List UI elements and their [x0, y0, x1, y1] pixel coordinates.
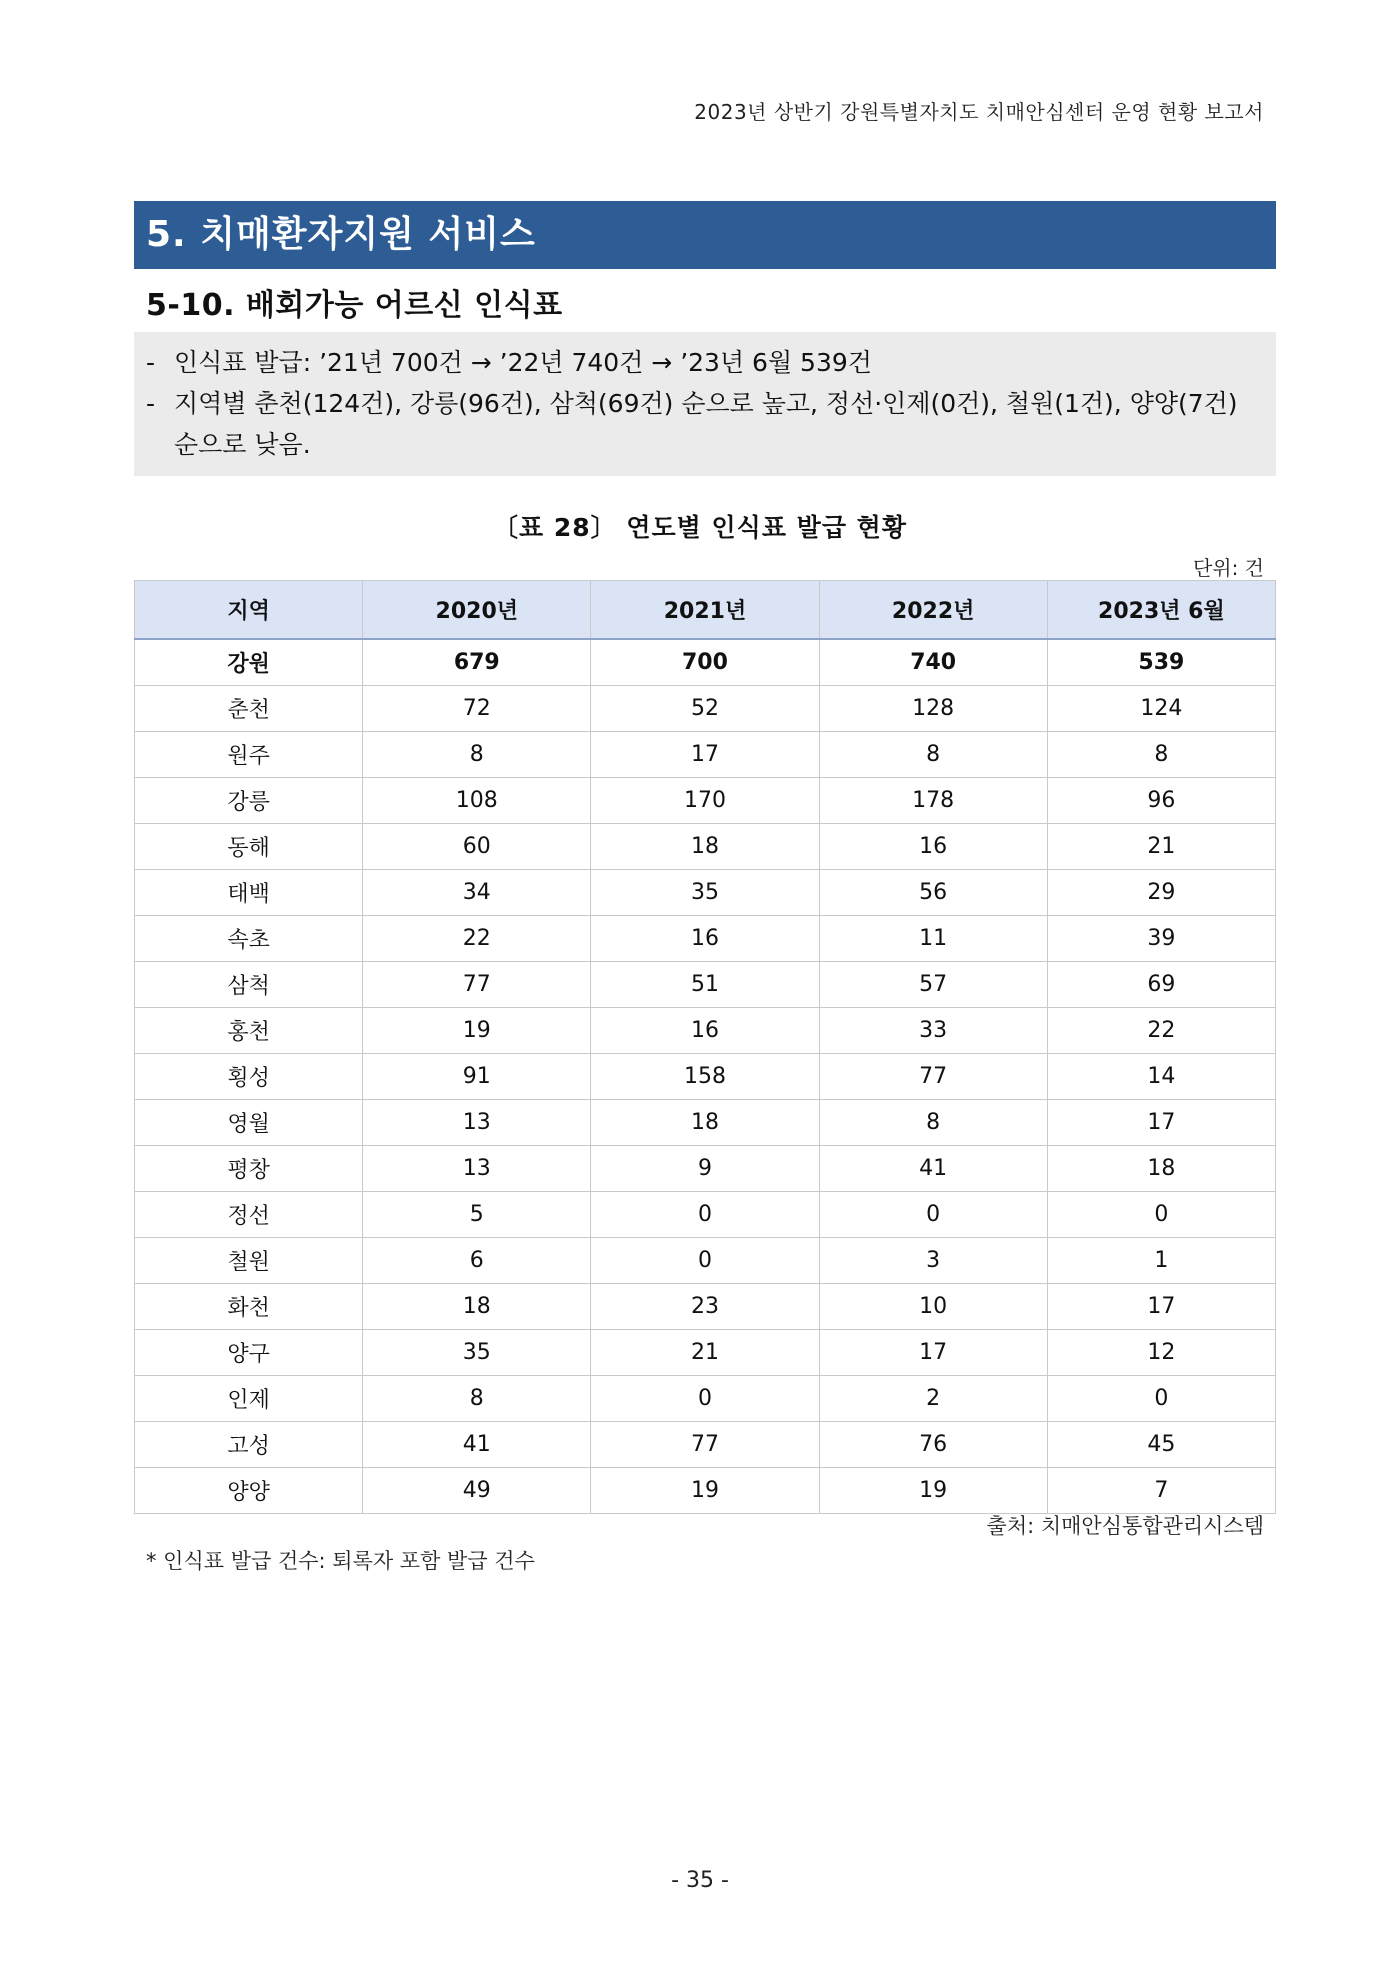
value-cell: 22 [363, 916, 591, 962]
region-cell: 강릉 [135, 778, 363, 824]
bullet-text: 지역별 춘천(124건), 강릉(96건), 삼척(69건) 순으로 높고, 정선·인제(0건), 철원(1건), 양양(7건) 순으로 낮음. [174, 389, 1238, 459]
value-cell: 41 [363, 1422, 591, 1468]
value-cell: 8 [1047, 732, 1275, 778]
value-cell: 170 [591, 778, 819, 824]
value-cell: 51 [591, 962, 819, 1008]
table-row [135, 962, 1276, 1008]
table-body [135, 639, 1276, 1514]
region-cell: 영월 [135, 1100, 363, 1146]
header-2020: 2020년 [363, 581, 591, 640]
value-cell: 35 [363, 1330, 591, 1376]
value-cell: 21 [1047, 824, 1275, 870]
table-row [135, 1330, 1276, 1376]
value-cell: 16 [591, 916, 819, 962]
table-row [135, 824, 1276, 870]
value-cell: 13 [363, 1100, 591, 1146]
value-cell: 18 [591, 824, 819, 870]
value-cell: 6 [363, 1238, 591, 1284]
value-cell: 77 [591, 1422, 819, 1468]
page-number: - 35 - [671, 1868, 729, 1893]
header-2022: 2022년 [819, 581, 1047, 640]
region-cell: 삼척 [135, 962, 363, 1008]
header-2021: 2021년 [591, 581, 819, 640]
value-cell: 128 [819, 686, 1047, 732]
region-cell: 양양 [135, 1468, 363, 1514]
value-cell: 16 [819, 824, 1047, 870]
value-cell: 19 [819, 1468, 1047, 1514]
summary-box [134, 332, 1276, 476]
value-cell: 8 [819, 1100, 1047, 1146]
value-cell: 539 [1047, 639, 1275, 686]
value-cell: 11 [819, 916, 1047, 962]
table-row [135, 1146, 1276, 1192]
value-cell: 49 [363, 1468, 591, 1514]
table-row [135, 1008, 1276, 1054]
value-cell: 18 [591, 1100, 819, 1146]
table-row [135, 1284, 1276, 1330]
region-cell: 양구 [135, 1330, 363, 1376]
region-cell: 화천 [135, 1284, 363, 1330]
value-cell: 8 [819, 732, 1047, 778]
value-cell: 0 [1047, 1376, 1275, 1422]
value-cell: 35 [591, 870, 819, 916]
value-cell: 77 [363, 962, 591, 1008]
table-header-row [135, 581, 1276, 640]
value-cell: 0 [591, 1238, 819, 1284]
header-region: 지역 [135, 581, 363, 640]
value-cell: 29 [1047, 870, 1275, 916]
table-row [135, 1376, 1276, 1422]
table-row [135, 732, 1276, 778]
issuance-table [134, 580, 1276, 1514]
value-cell: 19 [363, 1008, 591, 1054]
region-cell: 인제 [135, 1376, 363, 1422]
value-cell: 700 [591, 639, 819, 686]
table-row [135, 1468, 1276, 1514]
value-cell: 17 [1047, 1100, 1275, 1146]
value-cell: 19 [591, 1468, 819, 1514]
value-cell: 0 [591, 1376, 819, 1422]
value-cell: 124 [1047, 686, 1275, 732]
value-cell: 679 [363, 639, 591, 686]
value-cell: 9 [591, 1146, 819, 1192]
table-total-row [135, 639, 1276, 686]
value-cell: 17 [1047, 1284, 1275, 1330]
region-cell: 강원 [135, 639, 363, 686]
value-cell: 178 [819, 778, 1047, 824]
summary-bullet [146, 342, 1264, 383]
value-cell: 76 [819, 1422, 1047, 1468]
value-cell: 77 [819, 1054, 1047, 1100]
value-cell: 96 [1047, 778, 1275, 824]
value-cell: 60 [363, 824, 591, 870]
value-cell: 91 [363, 1054, 591, 1100]
value-cell: 16 [591, 1008, 819, 1054]
subsection-title: 5-10. 배회가능 어르신 인식표 [146, 288, 563, 323]
value-cell: 8 [363, 732, 591, 778]
section-title-bar: 5. 치매환자지원 서비스 [134, 201, 1276, 269]
region-cell: 춘천 [135, 686, 363, 732]
value-cell: 3 [819, 1238, 1047, 1284]
value-cell: 14 [1047, 1054, 1275, 1100]
value-cell: 1 [1047, 1238, 1275, 1284]
value-cell: 23 [591, 1284, 819, 1330]
bullet-text: 인식표 발급: ’21년 700건 → ’22년 740건 → ’23년 6월 539건 [174, 348, 872, 377]
table-row [135, 686, 1276, 732]
value-cell: 22 [1047, 1008, 1275, 1054]
value-cell: 56 [819, 870, 1047, 916]
region-cell: 동해 [135, 824, 363, 870]
table-row [135, 1100, 1276, 1146]
table-row [135, 1238, 1276, 1284]
value-cell: 13 [363, 1146, 591, 1192]
value-cell: 33 [819, 1008, 1047, 1054]
value-cell: 8 [363, 1376, 591, 1422]
region-cell: 평창 [135, 1146, 363, 1192]
region-cell: 철원 [135, 1238, 363, 1284]
table-row [135, 1192, 1276, 1238]
value-cell: 52 [591, 686, 819, 732]
table-caption: 〔표 28〕 연도별 인식표 발급 현황 [493, 513, 907, 542]
region-cell: 고성 [135, 1422, 363, 1468]
summary-bullet [146, 383, 1264, 465]
value-cell: 34 [363, 870, 591, 916]
value-cell: 39 [1047, 916, 1275, 962]
value-cell: 7 [1047, 1468, 1275, 1514]
value-cell: 21 [591, 1330, 819, 1376]
region-cell: 정선 [135, 1192, 363, 1238]
value-cell: 0 [819, 1192, 1047, 1238]
region-cell: 속초 [135, 916, 363, 962]
value-cell: 17 [591, 732, 819, 778]
value-cell: 57 [819, 962, 1047, 1008]
value-cell: 740 [819, 639, 1047, 686]
value-cell: 45 [1047, 1422, 1275, 1468]
bullet-dash: - [146, 389, 156, 418]
value-cell: 18 [1047, 1146, 1275, 1192]
value-cell: 158 [591, 1054, 819, 1100]
value-cell: 2 [819, 1376, 1047, 1422]
table-row [135, 778, 1276, 824]
table-row [135, 916, 1276, 962]
table-row [135, 1054, 1276, 1100]
value-cell: 0 [1047, 1192, 1275, 1238]
value-cell: 12 [1047, 1330, 1275, 1376]
source-label: 출처: 치매안심통합관리시스템 [986, 1514, 1264, 1538]
value-cell: 69 [1047, 962, 1275, 1008]
value-cell: 72 [363, 686, 591, 732]
region-cell: 태백 [135, 870, 363, 916]
value-cell: 18 [363, 1284, 591, 1330]
table-row [135, 870, 1276, 916]
value-cell: 5 [363, 1192, 591, 1238]
value-cell: 108 [363, 778, 591, 824]
value-cell: 0 [591, 1192, 819, 1238]
footnote: * 인식표 발급 건수: 퇴록자 포함 발급 건수 [146, 1549, 535, 1573]
page-header: 2023년 상반기 강원특별자치도 치매안심센터 운영 현황 보고서 [694, 100, 1264, 124]
region-cell: 원주 [135, 732, 363, 778]
bullet-dash: - [146, 348, 156, 377]
region-cell: 홍천 [135, 1008, 363, 1054]
unit-label: 단위: 건 [1192, 556, 1264, 580]
table-row [135, 1422, 1276, 1468]
header-2023-june: 2023년 6월 [1047, 581, 1275, 640]
value-cell: 17 [819, 1330, 1047, 1376]
value-cell: 41 [819, 1146, 1047, 1192]
value-cell: 10 [819, 1284, 1047, 1330]
region-cell: 횡성 [135, 1054, 363, 1100]
